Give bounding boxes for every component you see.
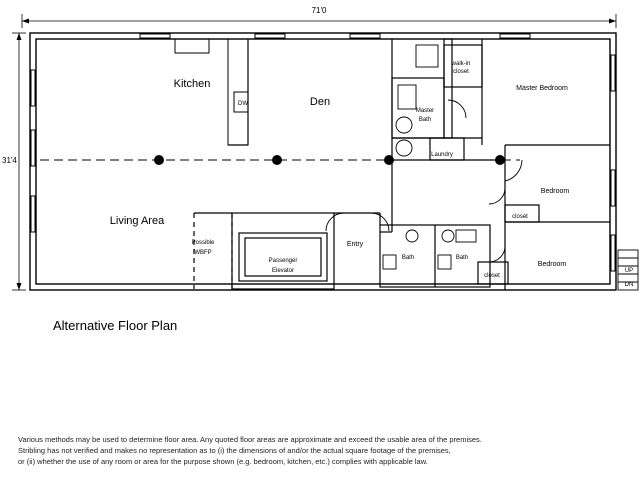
- room-label: closet: [484, 273, 500, 279]
- room-label: Master: [415, 108, 435, 114]
- window-right: [611, 55, 615, 271]
- room-label: Bath: [455, 255, 469, 261]
- room-label: Den: [309, 96, 331, 108]
- room-label: UP: [624, 268, 634, 274]
- dimension-width-label: 71'0: [311, 6, 327, 15]
- page-title: Alternative Floor Plan: [53, 318, 178, 333]
- room-label: walk-in: [451, 61, 471, 67]
- door-swing: [326, 100, 522, 262]
- exterior-wall: [30, 33, 616, 290]
- room-label: closet: [453, 69, 469, 75]
- window: [140, 33, 530, 39]
- disclaimer-line-3: or (ii) whether the use of any room or area for the purpose shown (e.g. bedroom, kitchen, etc.) complies with applicable law.: [18, 457, 428, 466]
- dimension-height-label: 31'4: [2, 156, 17, 165]
- room-label: Passenger: [268, 258, 298, 264]
- kitchen-counter: [175, 39, 248, 145]
- room-label: Entry: [346, 241, 364, 248]
- room-label: DN: [624, 282, 634, 288]
- elevator-shaft: [232, 213, 334, 289]
- disclaimer: [18, 434, 628, 467]
- room-label: Possible: [191, 240, 215, 246]
- dimension-line-width: [22, 14, 616, 28]
- room-label: Laundry: [431, 152, 453, 158]
- room-label: Kitchen: [173, 78, 211, 90]
- room-label: DW: [238, 101, 248, 107]
- window-left: [31, 70, 35, 232]
- room-label: Bath: [401, 255, 415, 261]
- room-label: closet: [512, 214, 528, 220]
- disclaimer-line-2: Stribling has not verified and makes no representation as to (i) the dimensions of and/or the actual square footage of the premises,: [18, 446, 451, 455]
- room-label: Bath: [418, 117, 432, 123]
- room-label: WBFP: [194, 250, 212, 256]
- room-label: Bedroom: [540, 188, 570, 195]
- room-label: Living Area: [109, 215, 165, 227]
- room-label: Elevator: [271, 268, 295, 274]
- disclaimer-line-1: Various methods may be used to determine floor area. Any quoted floor areas are approximate and exceed the usable area of the premises.: [18, 435, 482, 444]
- room-label: Bedroom: [537, 261, 567, 268]
- room-label: Master Bedroom: [516, 85, 568, 92]
